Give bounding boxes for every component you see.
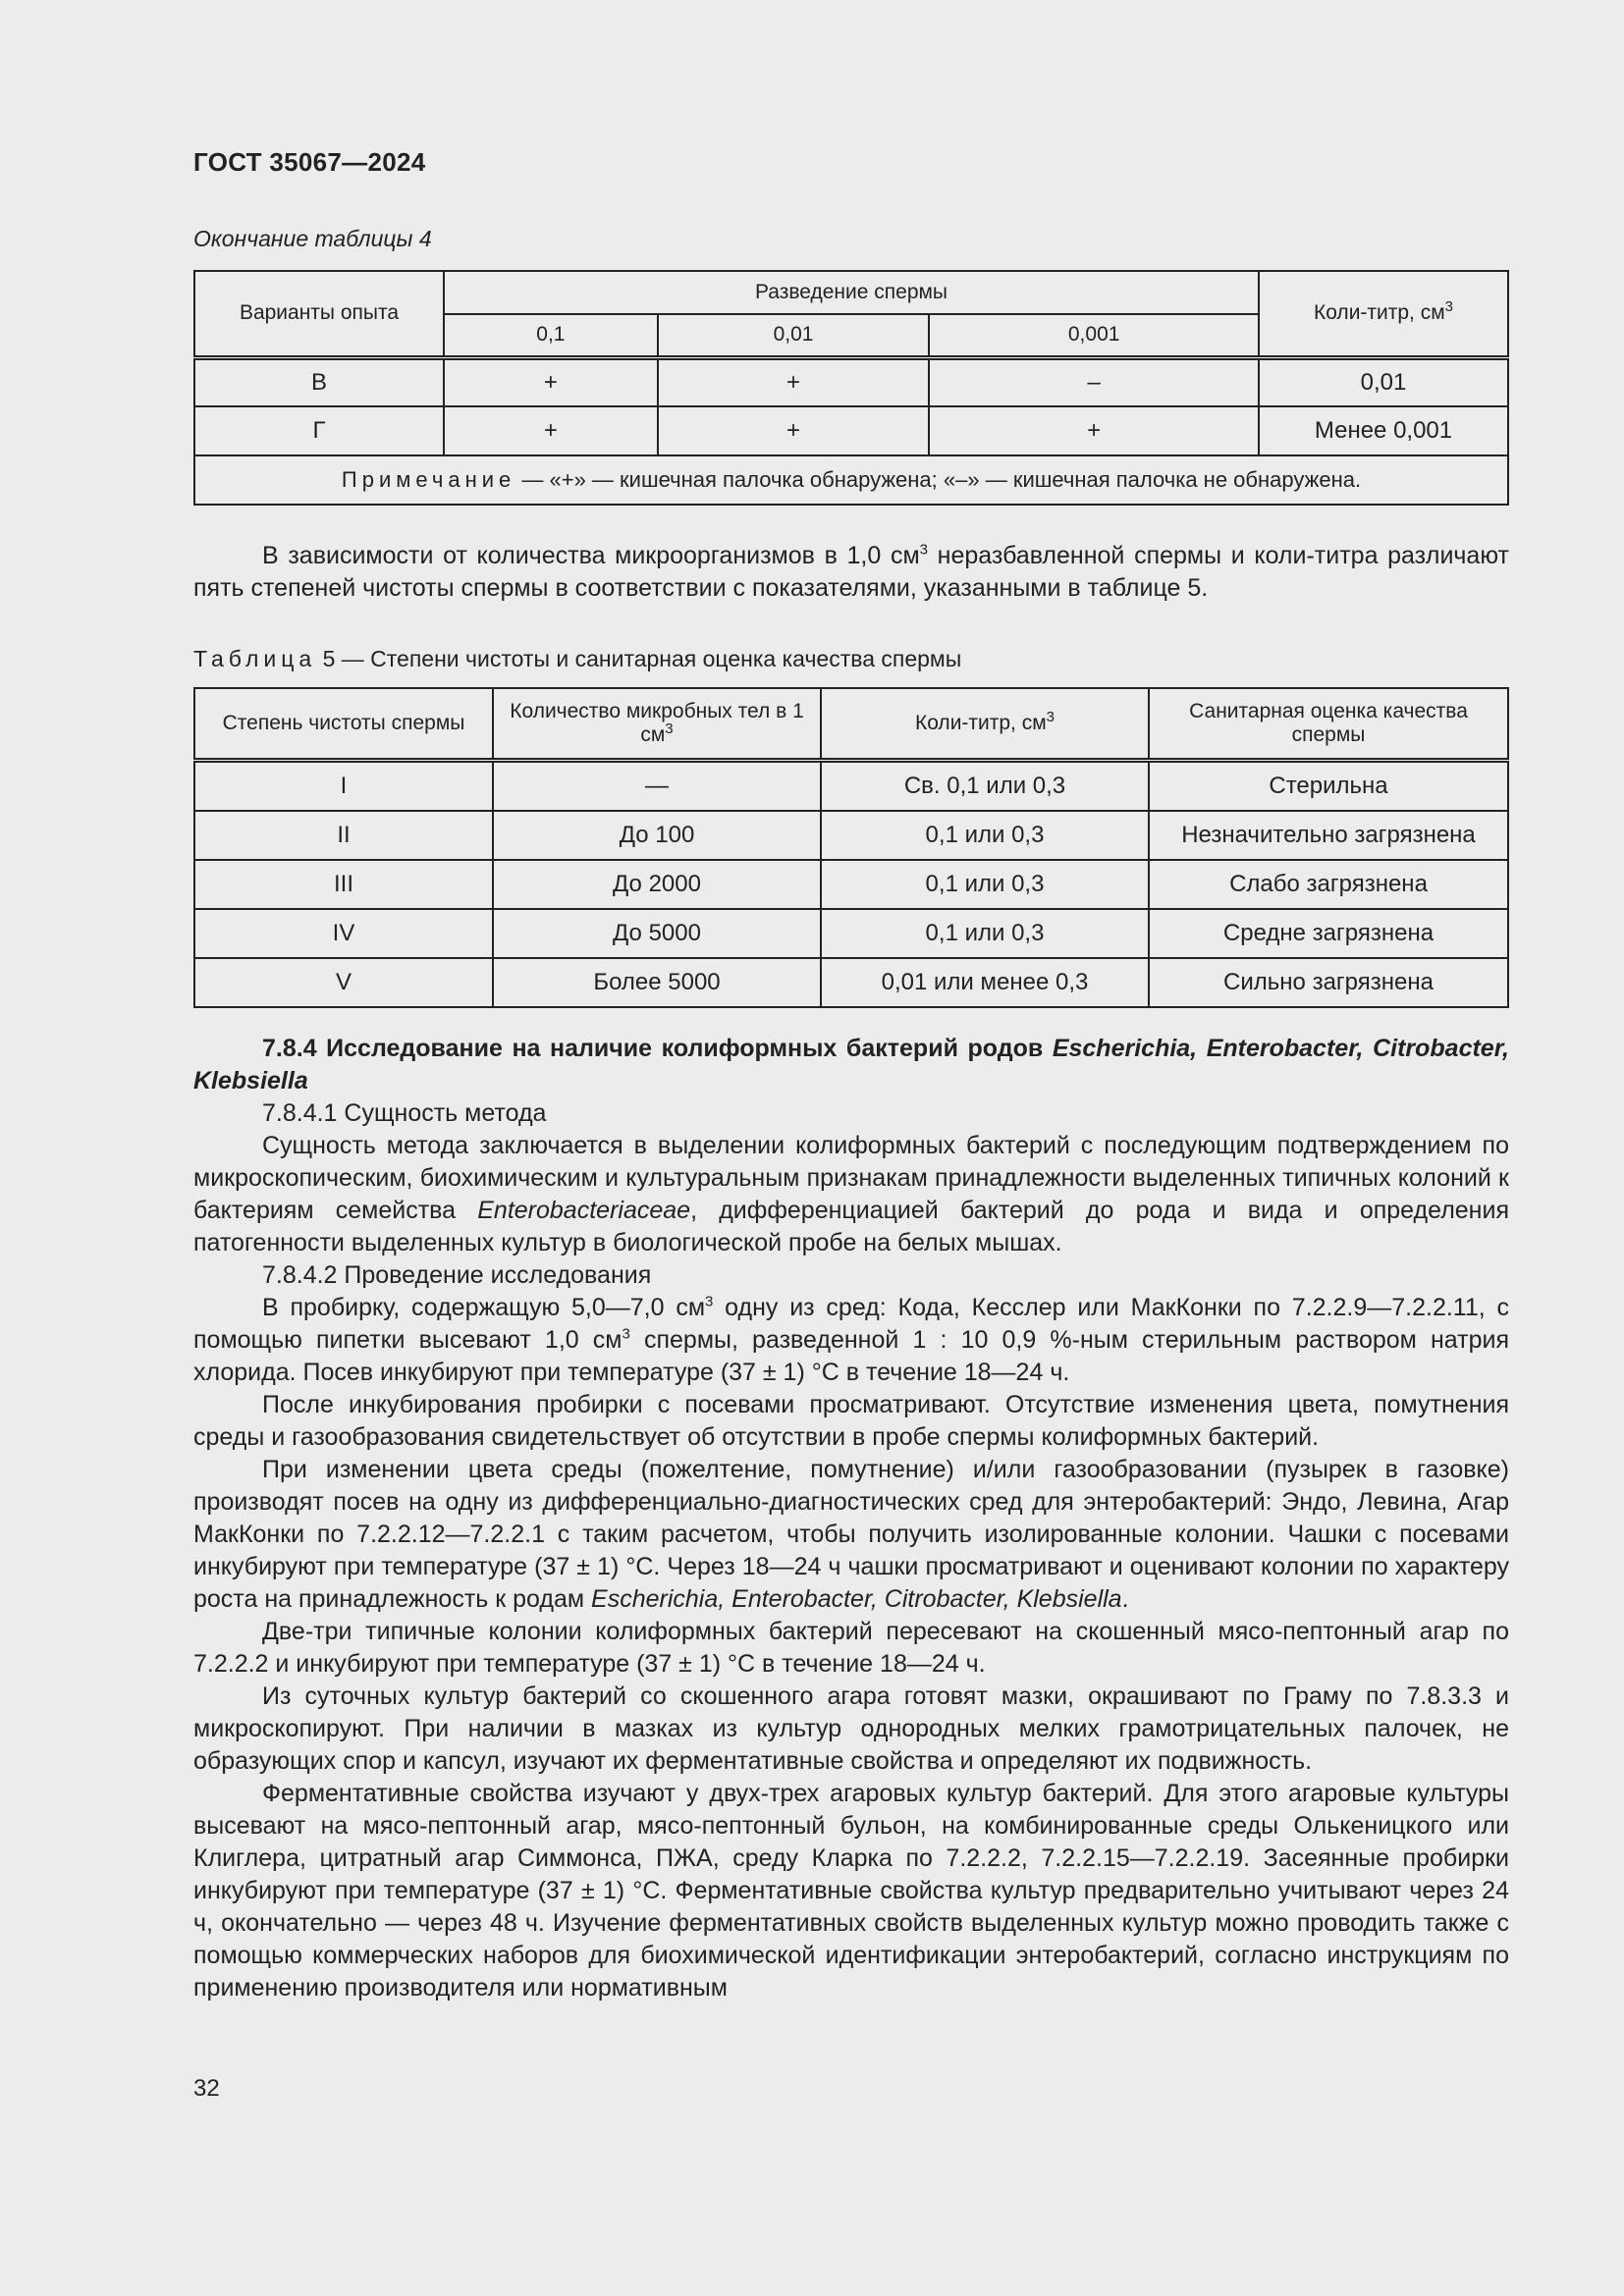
table5-cell: II (194, 811, 493, 860)
document-header: ГОСТ 35067—2024 (193, 147, 426, 177)
table4-caption: Окончание таблицы 4 (193, 226, 432, 251)
table5-header-assessment: Санитарная оценка качества спермы (1149, 688, 1508, 761)
table4-cell: 0,01 (1259, 357, 1508, 406)
table-row (194, 811, 1508, 860)
table5-cell: 0,1 или 0,3 (821, 811, 1149, 860)
table-row (194, 909, 1508, 958)
table5-header-titr: Коли-титр, $см^3$ (821, 688, 1149, 761)
table-row (194, 958, 1508, 1007)
table5-cell: I (194, 761, 493, 812)
paragraph-intro: В зависимости от количества микроорганизмов в 1,0 $см^3$ неразбавленной спермы и коли-титра различают пять степеней чистоты спермы в соответствии с показателями, указанными в таблице 5. (193, 541, 1509, 602)
table5-cell: Стерильна (1149, 761, 1508, 812)
paragraph: При изменении цвета среды (пожелтение, помутнение) и/или газообразовании (пузырек в газовке) производят посев на одну из дифференциально-диагностических сред для энтеробактерий: Эндо, Левина, Агар МакКонки по 7.2.2.12—7.2.2.1 с таким расчетом, чтобы получить изолированные колонии. Чашки с посевами инкубируют при температуре (37 ± 1) °С. Через 18—24 ч чашки просматривают и оценивают колонии по характеру роста на принадлежность к родам Escherichia, Enterobacter, Citrobacter, Klebsiella. (193, 1456, 1509, 1613)
table4-cell: + (444, 357, 658, 406)
table4-cell: – (929, 357, 1259, 406)
table5-cell: Более 5000 (493, 958, 821, 1007)
table-row (194, 860, 1508, 909)
paragraph: Ферментативные свойства изучают у двух-трех агаровых культур бактерий. Для этого агаровые культуры высевают на мясо-пептонный агар, мясо-пептонный бульон, на комбинированные среды Олькеницкого или Клиглера, цитратный агар Симмонса, ПЖА, среду Кларка по 7.2.2.2, 7.2.2.15—7.2.2.19. Засеянные пробирки инкубируют при температуре (37 ± 1) °С. Ферментативные свойства культур предварительно учитывают через 24 ч, окончательно — через 48 ч. Изучение ферментативных свойств выделенных культур можно проводить также с помощью коммерческих наборов для биохимической идентификации энтеробактерий, согласно инструкциям по применению производителя или нормативным (193, 1780, 1509, 2002)
table4-cell: Г (194, 406, 444, 455)
paragraph: После инкубирования пробирки с посевами просматривают. Отсутствие изменения цвета, помутнения среды и газообразования свидетельствует об отсутствии в пробе спермы колиформных бактерий. (193, 1391, 1509, 1451)
table5-cell: III (194, 860, 493, 909)
paragraph: Из суточных культур бактерий со скошенного агара готовят мазки, окрашивают по Граму по 7.8.3.3 и микроскопируют. При наличии в мазках из культур однородных мелких грамотрицательных палочек, не образующих спор и капсул, изучают их ферментативные свойства и определяют их подвижность. (193, 1682, 1509, 1775)
table5-cell: Сильно загрязнена (1149, 958, 1508, 1007)
page-number: 32 (193, 2075, 220, 2102)
table-row (194, 761, 1508, 812)
table4-header-dilution: Разведение спермы (444, 271, 1259, 314)
table4-header-titr: Коли-титр, $см^3$ (1259, 271, 1508, 357)
table5-cell: IV (194, 909, 493, 958)
table4-note: Примечание — «+» — кишечная палочка обнаружена; «–» — кишечная палочка не обнаружена. (194, 455, 1508, 505)
section-title: 7.8.4 Исследование на наличие колиформных бактерий родов Escherichia, Enterobacter, Citrobacter, Klebsiella (193, 1035, 1509, 1095)
table5-cell: 0,1 или 0,3 (821, 860, 1149, 909)
paragraph: Две-три типичные колонии колиформных бактерий пересевают на скошенный мясо-пептонный агар по 7.2.2.2 и инкубируют при температуре (37 ± 1) °С в течение 18—24 ч. (193, 1618, 1509, 1678)
table5-cell: Незначительно загрязнена (1149, 811, 1508, 860)
table5-caption: Таблица 5 — Степени чистоты и санитарная оценка качества спермы (193, 646, 962, 671)
table5-cell: Средне загрязнена (1149, 909, 1508, 958)
table5-cell: 0,01 или менее 0,3 (821, 958, 1149, 1007)
paragraph: Сущность метода заключается в выделении колиформных бактерий с последующим подтверждением по микроскопическим, биохимическим и культуральным признакам принадлежности выделенных типичных колоний к бактериям семейства Enterobacteriaceae, дифференциацией бактерий до рода и вида и определения патогенности выделенных культур в биологической пробе на белых мышах. (193, 1132, 1509, 1256)
table4-cell: + (929, 406, 1259, 455)
table5-cell: Св. 0,1 или 0,3 (821, 761, 1149, 812)
table5-cell: 0,1 или 0,3 (821, 909, 1149, 958)
table4-header-variant: Варианты опыта (194, 271, 444, 357)
table4-cell: В (194, 357, 444, 406)
table5-header-count: Количество микробных тел в 1 $см^3$ (493, 688, 821, 761)
table4-cell: + (658, 406, 930, 455)
paragraph: В пробирку, содержащую 5,0—7,0 $см^3$ одну из сред: Кода, Кесслер или МакКонки по 7.2.2.9—7.2.2.11, с помощью пипетки высевают 1,0 $см^3$ спермы, разведенной 1 : 10 0,9 %-ным стерильным раствором натрия хлорида. Посев инкубируют при температуре (37 ± 1) °С в течение 18—24 ч. (193, 1293, 1509, 1386)
table-row (194, 357, 1508, 406)
subsection-heading: 7.8.4.2 Проведение исследования (262, 1261, 652, 1289)
table-5 (193, 687, 1509, 1008)
table-4 (193, 270, 1509, 506)
table5-cell: — (493, 761, 821, 812)
table4-cell: Менее 0,001 (1259, 406, 1508, 455)
table5-cell: До 5000 (493, 909, 821, 958)
subsection-heading: 7.8.4.1 Сущность метода (262, 1099, 547, 1127)
table5-cell: До 2000 (493, 860, 821, 909)
table5-cell: V (194, 958, 493, 1007)
table4-dilution-3: 0,001 (929, 314, 1259, 357)
table5-cell: До 100 (493, 811, 821, 860)
table4-cell: + (444, 406, 658, 455)
table5-header-degree: Степень чистоты спермы (194, 688, 493, 761)
table4-cell: + (658, 357, 930, 406)
table4-dilution-2: 0,01 (658, 314, 930, 357)
table5-cell: Слабо загрязнена (1149, 860, 1508, 909)
section-body (193, 1033, 1509, 2004)
table-row (194, 406, 1508, 455)
table4-dilution-1: 0,1 (444, 314, 658, 357)
